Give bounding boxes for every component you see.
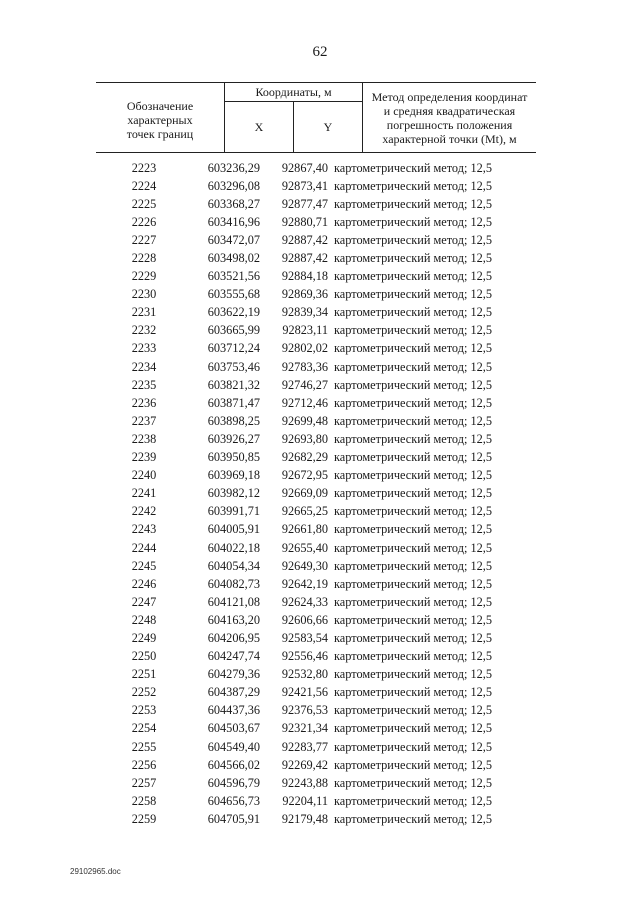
coord-y: 92269,42 [281,757,328,772]
coord-y: 92873,41 [281,178,328,193]
table-row [96,503,536,521]
table-row [96,304,536,322]
table-row [96,810,536,828]
table-row [96,611,536,629]
coord-y: 92699,48 [281,413,328,428]
table-row [96,286,536,304]
header-point-label-line: точек границ [126,126,194,141]
method-cell: картометрический метод; 12,5 [334,630,492,645]
table-row [96,666,536,684]
coord-y: 92655,40 [281,540,328,555]
method-cell: картометрический метод; 12,5 [334,450,492,465]
method-cell: картометрический метод; 12,5 [334,775,492,790]
method-cell: картометрический метод; 12,5 [334,757,492,772]
method-cell: картометрический метод; 12,5 [334,305,492,320]
point-id: 2234 [131,359,157,374]
coord-y: 92783,36 [281,359,328,374]
point-id: 2239 [131,450,157,465]
coord-y: 92672,95 [281,468,328,483]
point-id: 2242 [131,504,157,519]
point-id: 2253 [131,703,157,718]
method-cell: картометрический метод; 12,5 [334,576,492,591]
coord-x: 604005,91 [207,522,260,537]
coord-y: 92693,80 [281,431,328,446]
table-row [96,340,536,358]
coord-y: 92867,40 [281,160,328,175]
method-cell: картометрический метод; 12,5 [334,612,492,627]
coord-x: 604082,73 [207,576,260,591]
table-row [96,322,536,340]
table-row [96,521,536,539]
coord-x: 603498,02 [207,251,260,266]
coord-x: 604566,02 [207,757,260,772]
coord-y: 92661,80 [281,522,328,537]
header-coordinates: Координаты, м [225,83,363,102]
coord-x: 603969,18 [207,468,260,483]
coord-x: 603753,46 [207,359,260,374]
method-cell: картометрический метод; 12,5 [334,214,492,229]
method-cell: картометрический метод; 12,5 [334,251,492,266]
point-id: 2241 [131,486,157,501]
point-id: 2225 [131,196,157,211]
coord-x: 603368,27 [207,196,260,211]
table-row [96,738,536,756]
table-row [96,249,536,267]
coord-y: 92746,27 [281,377,328,392]
coord-x: 603296,08 [207,178,260,193]
point-id: 2254 [131,721,157,736]
coord-x: 603898,25 [207,413,260,428]
method-cell: картометрический метод; 12,5 [334,504,492,519]
method-cell: картометрический метод; 12,5 [334,287,492,302]
point-id: 2228 [131,251,157,266]
point-id: 2226 [131,214,157,229]
point-id: 2244 [131,540,157,555]
method-cell: картометрический метод; 12,5 [334,667,492,682]
coord-x: 604206,95 [207,630,260,645]
point-id: 2246 [131,576,157,591]
method-cell: картометрический метод; 12,5 [334,486,492,501]
coord-x: 603521,56 [207,269,260,284]
coord-y: 92624,33 [281,594,328,609]
point-id: 2250 [131,649,157,664]
coord-y: 92532,80 [281,667,328,682]
method-cell: картометрический метод; 12,5 [334,323,492,338]
header-method-line: и средняя квадратическая [383,103,516,118]
table-header [96,82,536,153]
coord-x: 603622,19 [207,305,260,320]
point-id: 2224 [131,178,157,193]
coord-x: 603236,29 [207,160,260,175]
coord-x: 604163,20 [207,612,260,627]
table-row [96,792,536,810]
table-row [96,720,536,738]
coord-y: 92877,47 [281,196,328,211]
table-row [96,684,536,702]
coord-x: 603821,32 [207,377,260,392]
point-id: 2231 [131,305,157,320]
table-row [96,648,536,666]
table-row [96,177,536,195]
point-id: 2240 [131,468,157,483]
method-cell: картометрический метод; 12,5 [334,540,492,555]
table-row [96,376,536,394]
header-method-line: погрешность положения [386,117,513,132]
point-id: 2256 [131,757,157,772]
page-number: 62 [312,44,328,60]
table-row [96,394,536,412]
point-id: 2258 [131,793,157,808]
point-id: 2247 [131,594,157,609]
coord-y: 92887,42 [281,232,328,247]
point-id: 2257 [131,775,157,790]
point-id: 2223 [131,160,157,175]
coord-y: 92887,42 [281,251,328,266]
point-id: 2227 [131,232,157,247]
table-row [96,557,536,575]
table-row [96,485,536,503]
coord-y: 92283,77 [281,739,328,754]
table-row [96,412,536,430]
coord-y: 92823,11 [282,323,328,338]
method-cell: картометрический метод; 12,5 [334,793,492,808]
coord-y: 92583,54 [281,630,328,645]
coord-y: 92682,29 [281,450,328,465]
coord-y: 92884,18 [281,269,328,284]
header-point-label-line: характерных [127,112,193,127]
table-row [96,231,536,249]
method-cell: картометрический метод; 12,5 [334,160,492,175]
coord-x: 603416,96 [207,214,260,229]
coord-x: 604437,36 [207,703,260,718]
coord-y: 92839,34 [281,305,328,320]
method-cell: картометрический метод; 12,5 [334,739,492,754]
method-cell: картометрический метод; 12,5 [334,558,492,573]
coord-x: 604596,79 [207,775,260,790]
coord-y: 92649,30 [281,558,328,573]
point-id: 2230 [131,287,157,302]
header-method-line: характерной точки (Mt), м [382,131,517,146]
table-body [96,159,536,828]
table-row [96,358,536,376]
method-cell: картометрический метод; 12,5 [334,269,492,284]
table-row [96,449,536,467]
point-id: 2255 [131,739,157,754]
header-method [363,83,537,153]
coord-x: 604503,67 [207,721,260,736]
coord-x: 603871,47 [207,395,260,410]
coord-y: 92869,36 [281,287,328,302]
method-cell: картометрический метод; 12,5 [334,178,492,193]
coord-y: 92880,71 [281,214,328,229]
method-cell: картометрический метод; 12,5 [334,703,492,718]
coord-x: 603926,27 [207,431,260,446]
coord-y: 92204,11 [282,793,328,808]
coord-x: 604054,34 [207,558,260,573]
table-row [96,774,536,792]
table-row [96,430,536,448]
point-id: 2229 [131,269,157,284]
coord-x: 604022,18 [207,540,260,555]
method-cell: картометрический метод; 12,5 [334,395,492,410]
method-cell: картометрический метод; 12,5 [334,811,492,826]
coord-y: 92421,56 [281,685,328,700]
point-id: 2235 [131,377,157,392]
coord-x: 604247,74 [207,649,260,664]
coord-x: 603712,24 [207,341,260,356]
header-method-line: Метод определения координат [371,89,528,104]
point-id: 2251 [131,667,157,682]
coord-y: 92376,53 [281,703,328,718]
coord-y: 92179,48 [281,811,328,826]
coord-x: 603950,85 [207,450,260,465]
table-row [96,539,536,557]
table-row [96,467,536,485]
point-id: 2243 [131,522,157,537]
table-row [96,268,536,286]
method-cell: картометрический метод; 12,5 [334,431,492,446]
coord-x: 604549,40 [207,739,260,754]
table-row [96,213,536,231]
coord-x: 604656,73 [207,793,260,808]
coord-y: 92243,88 [281,775,328,790]
point-id: 2238 [131,431,157,446]
method-cell: картометрический метод; 12,5 [334,522,492,537]
table-row [96,575,536,593]
method-cell: картометрический метод; 12,5 [334,413,492,428]
coord-y: 92642,19 [281,576,328,591]
coord-y: 92712,46 [281,395,328,410]
coord-x: 603991,71 [207,504,260,519]
coord-x: 603555,68 [207,287,260,302]
point-id: 2232 [131,323,157,338]
coord-x: 604387,29 [207,685,260,700]
coord-y: 92669,09 [281,486,328,501]
point-id: 2248 [131,612,157,627]
method-cell: картометрический метод; 12,5 [334,341,492,356]
table-row [96,629,536,647]
coord-x: 603665,99 [207,323,260,338]
coord-y: 92321,34 [281,721,328,736]
coord-x: 603982,12 [207,486,260,501]
point-id: 2249 [131,630,157,645]
header-point-label-line: Обозначение [126,98,194,113]
footer-filename: 29102965.doc [70,867,121,876]
point-id: 2233 [131,341,157,356]
coord-y: 92556,46 [281,649,328,664]
point-id: 2236 [131,395,157,410]
table-row [96,756,536,774]
point-id: 2252 [131,685,157,700]
table-row [96,195,536,213]
method-cell: картометрический метод; 12,5 [334,649,492,664]
table-row [96,702,536,720]
method-cell: картометрический метод; 12,5 [334,377,492,392]
header-point-label [96,83,225,153]
table-row [96,159,536,177]
coord-x: 604705,91 [207,811,260,826]
coord-y: 92606,66 [281,612,328,627]
coord-x: 603472,07 [207,232,260,247]
header-x: X [225,102,294,153]
coord-x: 604279,36 [207,667,260,682]
method-cell: картометрический метод; 12,5 [334,232,492,247]
point-id: 2245 [131,558,157,573]
point-id: 2237 [131,413,157,428]
point-id: 2259 [131,811,157,826]
method-cell: картометрический метод; 12,5 [334,196,492,211]
method-cell: картометрический метод; 12,5 [334,359,492,374]
header-y: Y [294,102,363,153]
table-row [96,593,536,611]
method-cell: картометрический метод; 12,5 [334,721,492,736]
coord-y: 92665,25 [281,504,328,519]
coord-y: 92802,02 [281,341,328,356]
coord-x: 604121,08 [207,594,260,609]
method-cell: картометрический метод; 12,5 [334,685,492,700]
method-cell: картометрический метод; 12,5 [334,594,492,609]
method-cell: картометрический метод; 12,5 [334,468,492,483]
